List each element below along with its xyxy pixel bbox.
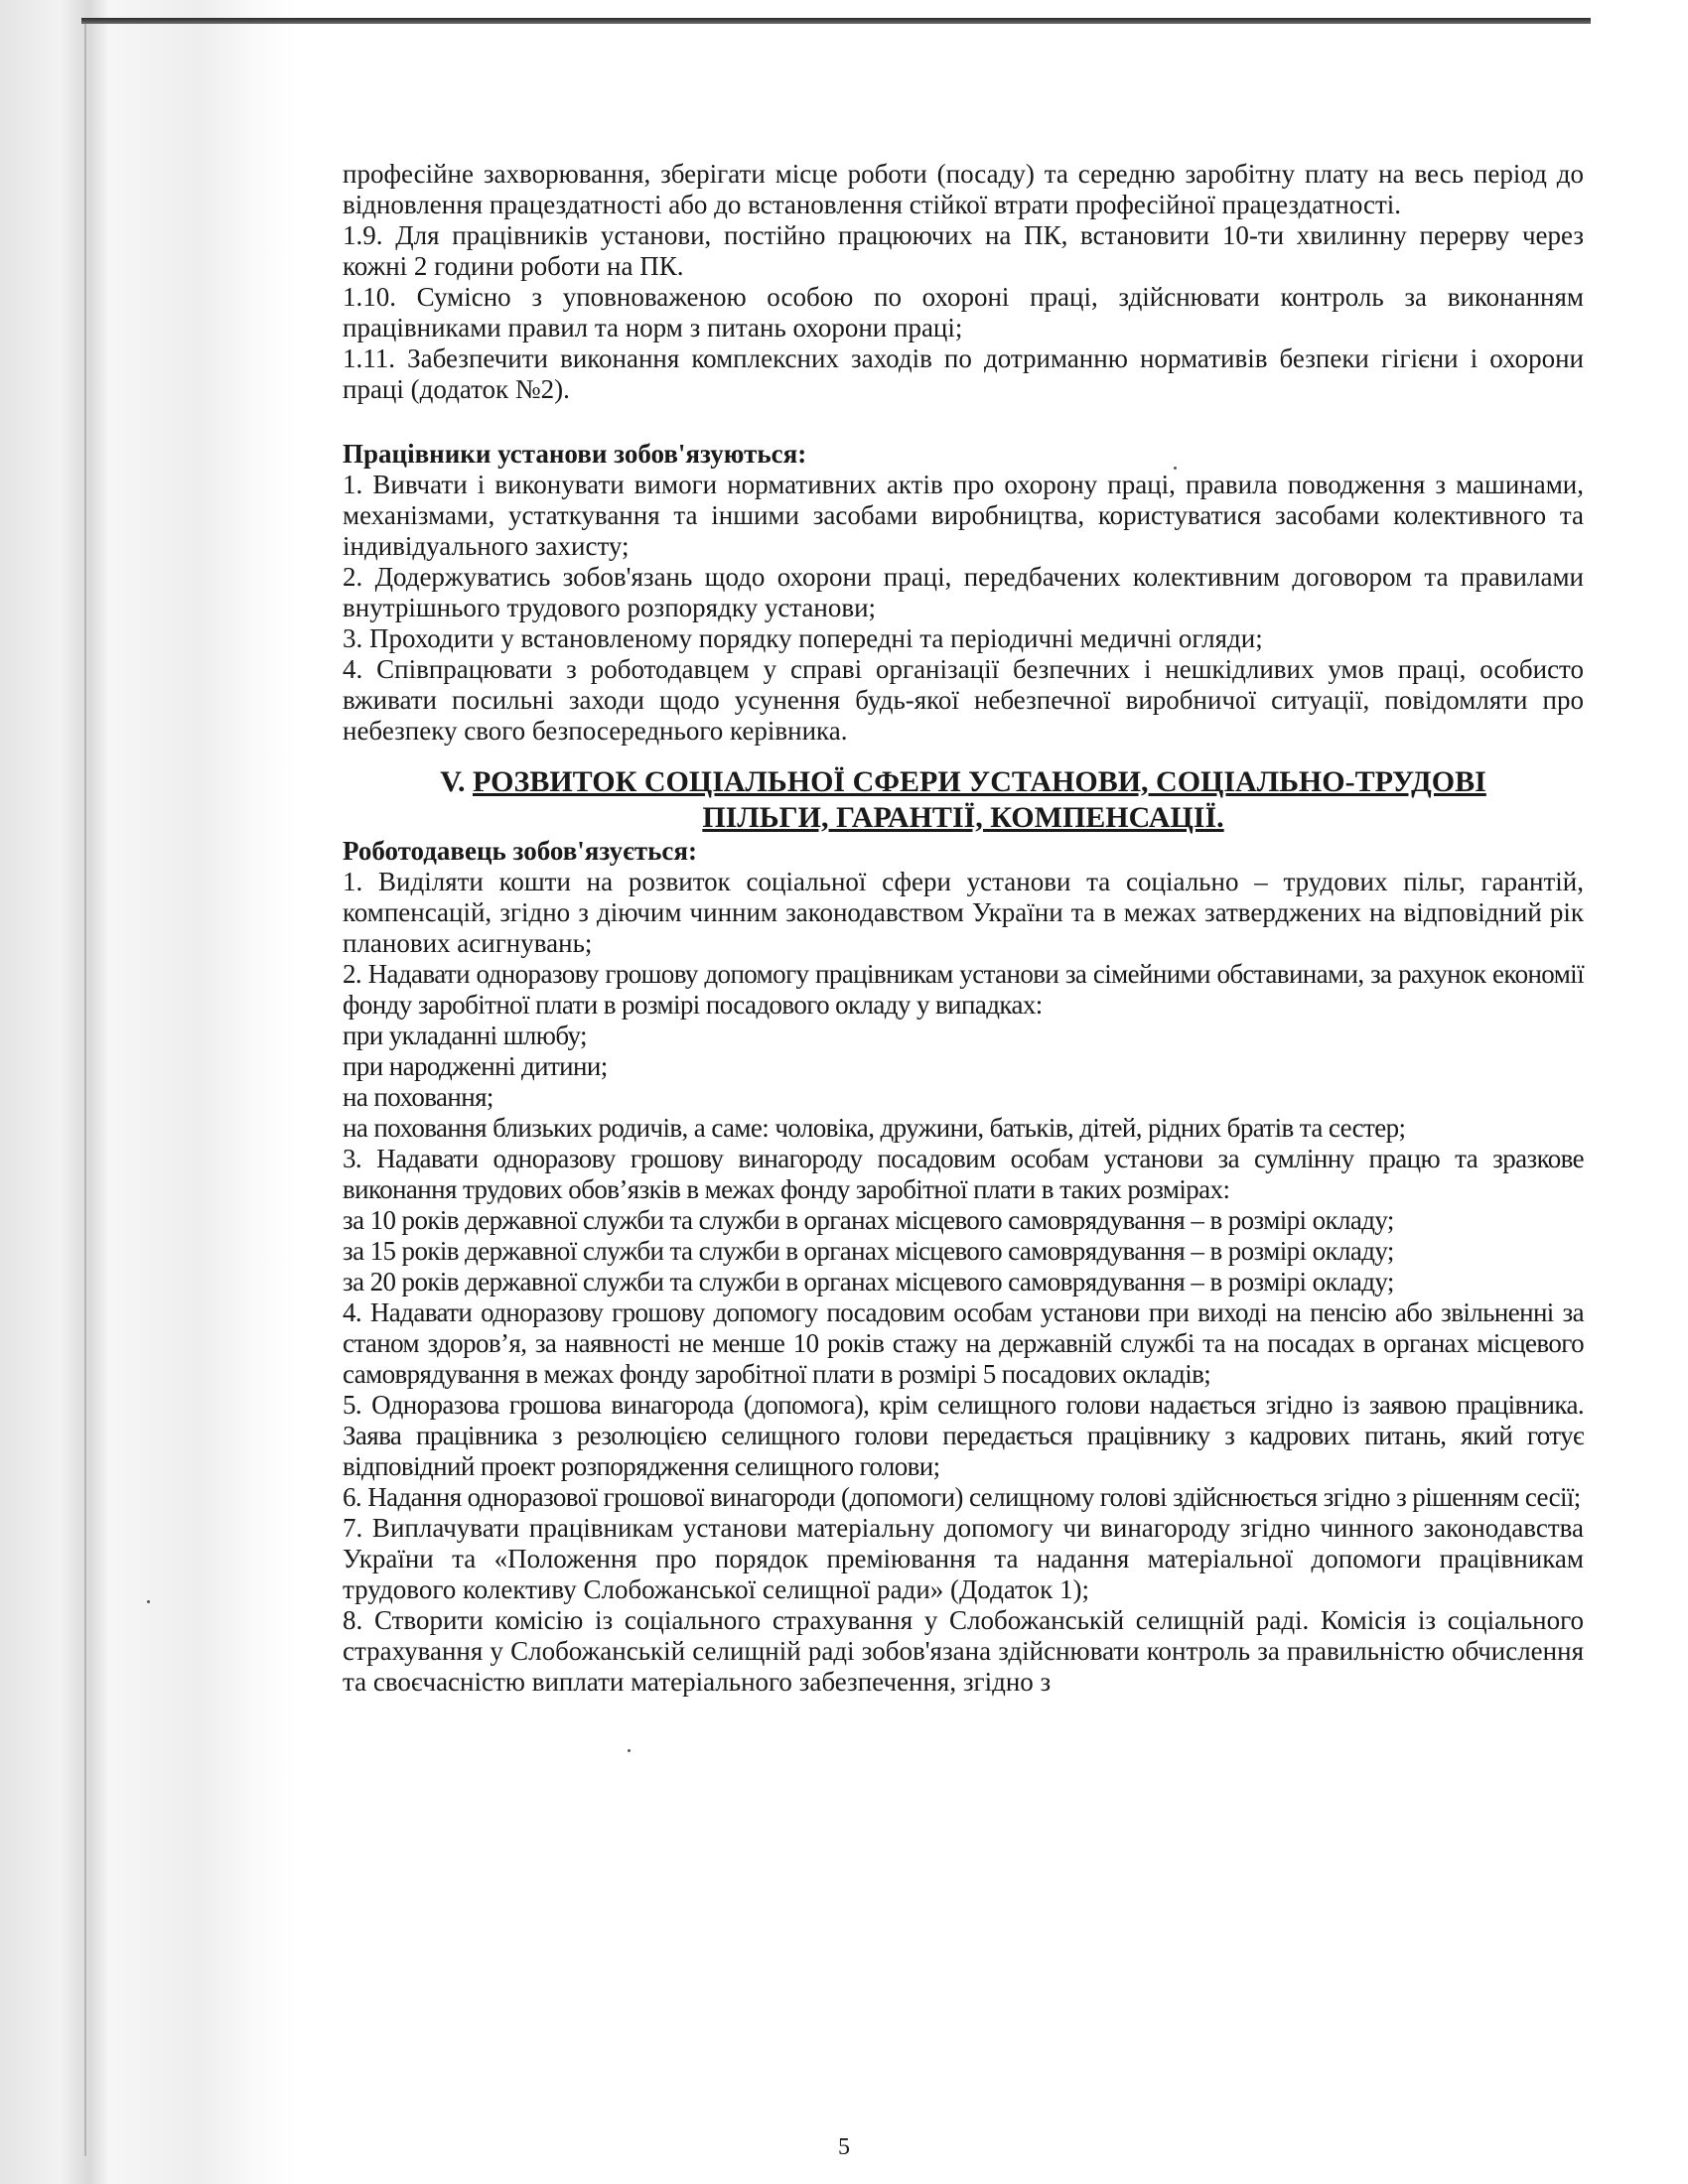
section-5-item-7: 7. Виплачувати працівникам установи матеріальну допомогу чи винагороду згідно чинного законодавства України та «Положення про порядок преміювання та надання матеріальної допомоги працівникам трудового колективу Слобожанської селищної ради» (Додаток 1);	[343, 1513, 1584, 1604]
employees-heading: Працівники установи зобов'язуються:	[343, 439, 807, 469]
section-5-item-1: 1. Виділяти кошти на розвиток соціальної сфери установи та соціально – трудових пільг, гарантій, компенсацій, згідно з діючим чинним законодавством України та в межах затверджених на відповідний рік планових асигнувань;	[343, 867, 1584, 958]
document-page	[343, 159, 1584, 1698]
section-5-item-3: 3. Надавати одноразову грошову винагороду посадовим особам установи за сумлінну працю та зразкове виконання трудових обов’язків в межах фонду заробітної плати в таких розмірах:	[343, 1144, 1584, 1204]
scan-left-edge	[84, 22, 86, 2156]
employees-item-1: 1. Вивчати і виконувати вимоги нормативних актів про охорону праці, правила поводження з машинами, механізмами, устаткування та іншими засобами виробництва, користуватися засобами колективного та індивідуального захисту;	[343, 470, 1584, 561]
spacer	[343, 405, 1584, 439]
item-2-case-birth: при народженні дитини;	[343, 1051, 608, 1081]
employer-item-1-9: 1.9. Для працівників установи, постійно працюючих на ПК, встановити 10-ти хвилинну перерву через кожні 2 години роботи на ПК.	[343, 220, 1584, 281]
scan-binding-shadow	[0, 0, 298, 2184]
item-3-case-10-years: за 10 років державної служби та служби в органах місцевого самоврядування – в розмірі окладу;	[343, 1205, 1394, 1235]
section-5-item-8: 8. Створити комісію із соціального страхування у Слобожанській селищній раді. Комісія із соціального страхування у Слобожанській селищній раді зобов'язана здійснювати контроль за правильністю обчислення та своєчасністю виплати матеріального забезпечення, згідно з	[343, 1605, 1584, 1697]
employees-item-3: 3. Проходити у встановленому порядку попередні та періодичні медичні огляди;	[343, 623, 1263, 653]
item-2-case-funeral: на поховання;	[343, 1082, 493, 1112]
section-5-item-4: 4. Надавати одноразову грошову допомогу посадовим особам установи при виході на пенсію або звільненні за станом здоров’я, за наявності не менше 10 років стажу на державній службі та на посадах в органах місцевого самоврядування в межах фонду заробітної плати в розмірі 5 посадових окладів;	[343, 1297, 1584, 1389]
employees-item-4: 4. Співпрацювати з роботодавцем у справі організації безпечних і нешкідливих умов праці, особисто вживати посильні заходи щодо усунення будь-якої небезпечної виробничої ситуації, повідомляти про небезпеку свого безпосереднього керівника.	[343, 654, 1584, 746]
item-3-case-15-years: за 15 років державної служби та служби в органах місцевого самоврядування – в розмірі окладу;	[343, 1236, 1394, 1266]
item-2-case-relatives-funeral: на поховання близьких родичів, а саме: чоловіка, дружини, батьків, дітей, рідних братів та сестер;	[343, 1113, 1406, 1143]
spacer	[343, 747, 1584, 764]
continuation-paragraph: професійне захворювання, зберігати місце роботи (посаду) та середню заробітну плату на весь період до відновлення працездатності або до встановлення стійкої втрати професійної працездатності.	[343, 159, 1584, 219]
section-5-title-line-2	[343, 800, 1584, 836]
employees-item-2: 2. Додержуватись зобов'язань щодо охорони праці, передбачених колективним договором та правилами внутрішнього трудового розпорядку установи;	[343, 562, 1584, 622]
section-5-title-text-2: ПІЛЬГИ, ГАРАНТІЇ, КОМПЕНСАЦІЇ.	[702, 801, 1224, 834]
employer-heading: Роботодавець зобов'язується:	[343, 836, 697, 866]
section-5-title-line-1	[343, 764, 1584, 800]
item-2-case-marriage: при укладанні шлюбу;	[343, 1021, 587, 1050]
page-number: 5	[838, 2134, 850, 2160]
scan-speck	[147, 1600, 150, 1603]
scan-speck	[628, 1749, 631, 1752]
condensed-block	[343, 959, 1584, 1513]
employer-item-1-11: 1.11. Забезпечити виконання комплексних заходів по дотриманню нормативів безпеки гігієни і охорони праці (додаток №2).	[343, 343, 1584, 404]
item-3-case-20-years: за 20 років державної служби та служби в органах місцевого самоврядування – в розмірі окладу;	[343, 1267, 1394, 1297]
section-5-item-2: 2. Надавати одноразову грошову допомогу працівникам установи за сімейними обставинами, за рахунок економії фонду заробітної плати в розмірі посадового окладу у випадках:	[343, 959, 1584, 1020]
section-5-item-5: 5. Одноразова грошова винагорода (допомога), крім селищного голови надається згідно із заявою працівника. Заява працівника з резолюцією селищного голови передається працівнику з кадрових питань, який готує відповідний проект розпорядження селищного голови;	[343, 1390, 1584, 1481]
scan-top-edge	[81, 18, 1591, 24]
employer-item-1-10: 1.10. Сумісно з уповноваженою особою по охороні праці, здійснювати контроль за виконанням працівниками правил та норм з питань охорони праці;	[343, 282, 1584, 342]
section-5-title-text: РОЗВИТОК СОЦІАЛЬНОЇ СФЕРИ УСТАНОВИ, СОЦІАЛЬНО-ТРУДОВІ	[473, 765, 1486, 798]
section-5-number: V.	[440, 765, 466, 798]
section-5-item-6: 6. Надання одноразової грошової винагороди (допомоги) селищному голові здійснюється згідно з рішенням сесії;	[343, 1482, 1581, 1512]
